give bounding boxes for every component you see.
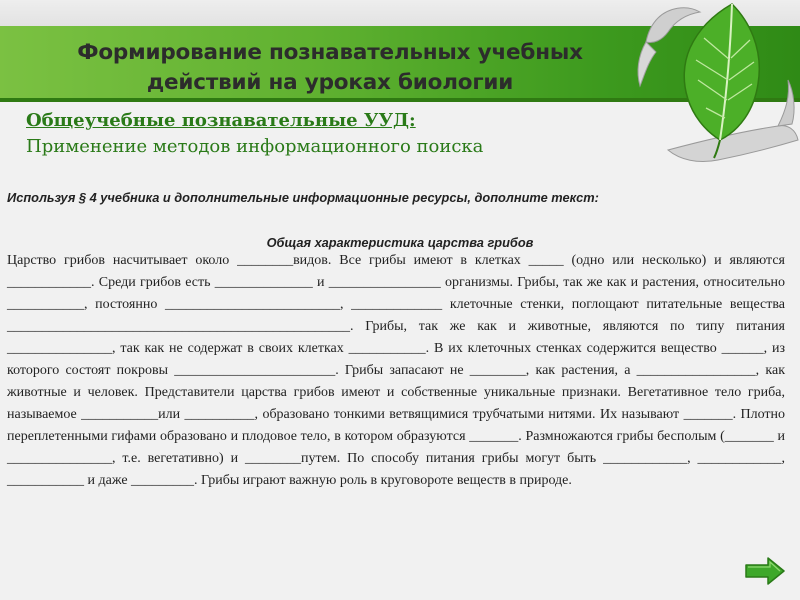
arrow-right-icon [746, 558, 784, 584]
section-heading: Общая характеристика царства грибов [266, 235, 534, 250]
slide-title: Формирование познавательных учебных действий на уроках биологии [77, 40, 583, 95]
subtitle-methods: Применение методов информационного поиска [26, 136, 484, 157]
hands-holding-leaf-icon [628, 0, 800, 168]
next-slide-button[interactable] [744, 556, 786, 586]
fill-in-text: Царство грибов насчитывает около ________видов. Все грибы имеют в клетках _____ (одно или несколько) и являются ____________. Среди грибов есть ______________ и ________________ организмы. Грибы, так же как и растения, относительно ___________, постоянно _________________________, _____________ клеточные стенки, поглощают питательные вещества _________________________________________________. Грибы, так же как и животные, являются по типу питания _______________, так как не содержат в своих клетках ___________. В их клеточных стенках содержится вещество ______, из которого состоят покровы _______________________. Грибы запасают не ________, как растения, а _________________, как животные и человек. Представители царства грибов имеют и собственные уникальные признаки. Вегетативное тело гриба, называемое ___________или __________, образовано тонкими ветвящимися трубчатыми нитями. Их называют _______. Плотно переплетенными гифами образовано и плодовое тело, в котором образуются _______. Размножаются грибы бесполым (_______ и _______________, т.е. вегетативно) и ________путем. По способу питания грибы могут быть ____________, ____________, ___________ и даже _________. Грибы играют важную роль в круговороте веществ в природе. [7, 253, 785, 488]
task-instruction: Используя § 4 учебника и дополнительные информационные ресурсы, дополните текст: [7, 190, 599, 205]
subtitle-uud: Общеучебные познавательные УУД: [26, 110, 416, 131]
